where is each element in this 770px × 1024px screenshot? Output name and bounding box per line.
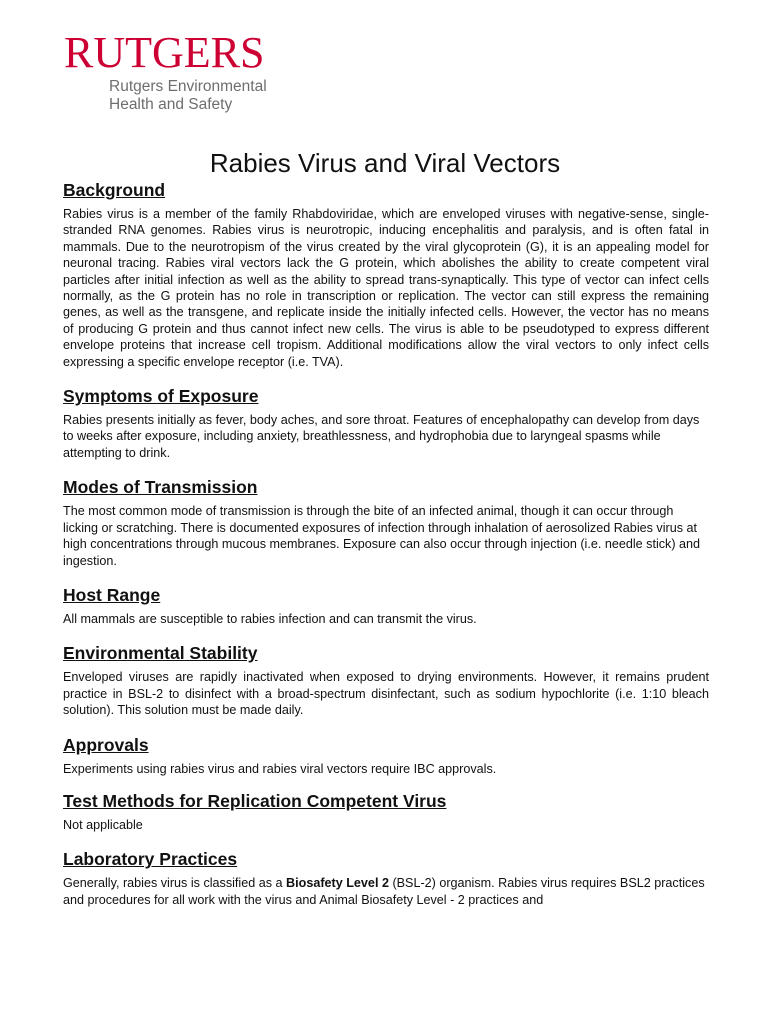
section-paragraph: The most common mode of transmission is through the bite of an infected animal, though it can occur through licking or scratching. There is documented exposures of infection through inhalation of aerosolized Rabies virus at high concentrations through mucous membranes. Exposure can also occur through injection (i.e. needle stick) and ingestion. <box>63 504 701 568</box>
section-test-methods <box>63 789 709 833</box>
document-title: Rabies Virus and Viral Vectors <box>209 148 561 178</box>
section-heading: Laboratory Practices <box>63 849 238 870</box>
section-paragraph: All mammals are susceptible to rabies infection and can transmit the virus. <box>63 611 477 626</box>
section-heading: Environmental Stability <box>63 643 258 664</box>
section-paragraph <box>63 875 709 908</box>
section-paragraph: Rabies presents initially as fever, body aches, and sore throat. Features of encephalopathy can develop from days to weeks after exposure, including anxiety, breathlessness, and hydrophobia due to laryngeal spasms while attempting to drink. <box>63 413 700 460</box>
section-heading: Symptoms of Exposure <box>63 386 259 407</box>
section-paragraph: Experiments using rabies virus and rabies viral vectors require IBC approvals. <box>63 761 497 776</box>
rutgers-logo <box>64 30 267 114</box>
logo-subtitle-line1: Rutgers Environmental <box>109 78 267 95</box>
section-heading: Approvals <box>63 734 149 755</box>
logo-wordmark: RUTGERS <box>64 28 265 77</box>
section-approvals <box>63 733 709 777</box>
logo-subtitle-line2: Health and Safety <box>109 96 233 113</box>
section-heading: Host Range <box>63 584 161 605</box>
section-heading: Modes of Transmission <box>63 477 258 498</box>
section-background <box>63 178 709 370</box>
section-heading: Background <box>63 180 166 200</box>
document-body <box>63 178 709 908</box>
logo-subtitle <box>109 78 267 114</box>
section-laboratory-practices <box>63 847 709 908</box>
section-host-range <box>63 583 709 627</box>
section-heading: Test Methods for Replication Competent Virus <box>63 790 447 811</box>
paragraph-text: Generally, rabies virus is classified as a <box>63 876 287 891</box>
paragraph-text: (BSL-2) organism. Rabies virus requires BSL2 practices and procedures for all work with the virus and Animal Biosafety Level - 2 practices and <box>63 876 705 907</box>
section-paragraph: Rabies virus is a member of the family Rhabdoviridae, which are enveloped viruses with negative-sense, single-stranded RNA genomes. Rabies virus is neurotropic, inducing encephalitis and paralysis, and is often fatal in mammals. Due to the neurotropism of the virus created by the viral glycoprotein (G), it is an appealing model for neuronal tracing. Rabies viral vectors lack the G protein, which abolishes the ability to create competent viral particles after initial infection as well as the ability to spread trans-synaptically. This type of vector can infect cells normally, as the G protein has no role in transcription or replication. The vector can still express the remaining genes, as well as the transgene, and replicate inside the initially infected cells. However, the vector has no means of producing G protein and thus cannot infect new cells. The virus is able to be pseudotyped to express different envelope proteins that increase cell tropism. Additional modifications allow the viral vectors to only infect cells expressing a specific envelope receptor (i.e. TVA). <box>63 207 709 369</box>
section-symptoms <box>63 384 709 461</box>
bold-text: Biosafety Level 2 <box>286 876 389 891</box>
section-transmission <box>63 475 709 569</box>
section-environmental-stability <box>63 641 709 718</box>
section-paragraph: Enveloped viruses are rapidly inactivated when exposed to drying environments. However, it remains prudent practice in BSL-2 to disinfect with a broad-spectrum disinfectant, such as sodium hypochlorite (i.e. 1:10 bleach solution). This solution must be made daily. <box>63 670 709 718</box>
section-paragraph: Not applicable <box>63 817 143 832</box>
